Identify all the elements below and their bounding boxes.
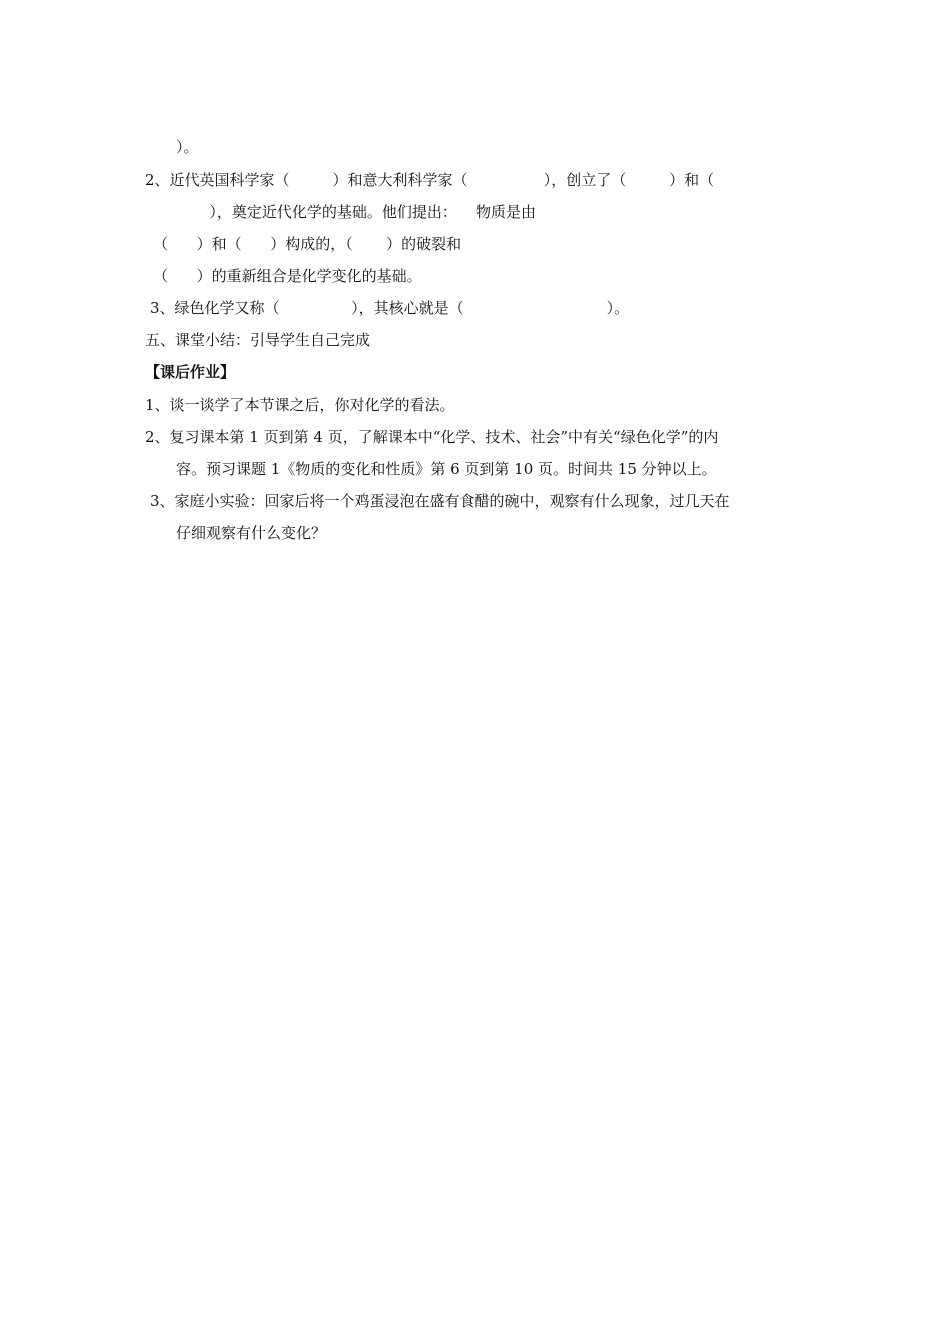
homework-heading: 【课后作业】 xyxy=(145,363,236,381)
homework-item-2-continuation: 容。预习课题 1《物质的变化和性质》第 6 页到第 10 页。时间共 15 分钟以上。 xyxy=(176,460,717,478)
homework-item-1: 1、谈一谈学了本节课之后，你对化学的看法。 xyxy=(145,396,455,414)
homework-item-2: 2、复习课本第 1 页到第 4 页，了解课本中“化学、技术、社会”中有关“绿色化学”的内 xyxy=(145,428,719,446)
section-summary-heading: 五、课堂小结：引导学生自己完成 xyxy=(145,331,371,349)
question-2-line: 2、近代英国科学家（ ）和意大利科学家（ ），创立了（ ）和（ xyxy=(145,171,715,189)
question-2-continuation: （ ）和（ ）构成的，（ ）的破裂和 xyxy=(153,235,462,253)
question-2-continuation: （ ）的重新组合是化学变化的基础。 xyxy=(153,267,422,285)
homework-item-3: 3、家庭小实验：回家后将一个鸡蛋浸泡在盛有食醋的碗中，观察有什么现象，过几天在 xyxy=(150,492,730,510)
question-2-continuation: ），奠定近代化学的基础。他们提出： 物质是由 xyxy=(176,203,536,221)
question-3-line: 3、绿色化学又称（ ），其核心就是（ ）。 xyxy=(150,299,630,317)
homework-item-3-continuation: 仔细观察有什么变化？ xyxy=(176,524,327,542)
question-line-continuation: ）。 xyxy=(176,138,199,156)
